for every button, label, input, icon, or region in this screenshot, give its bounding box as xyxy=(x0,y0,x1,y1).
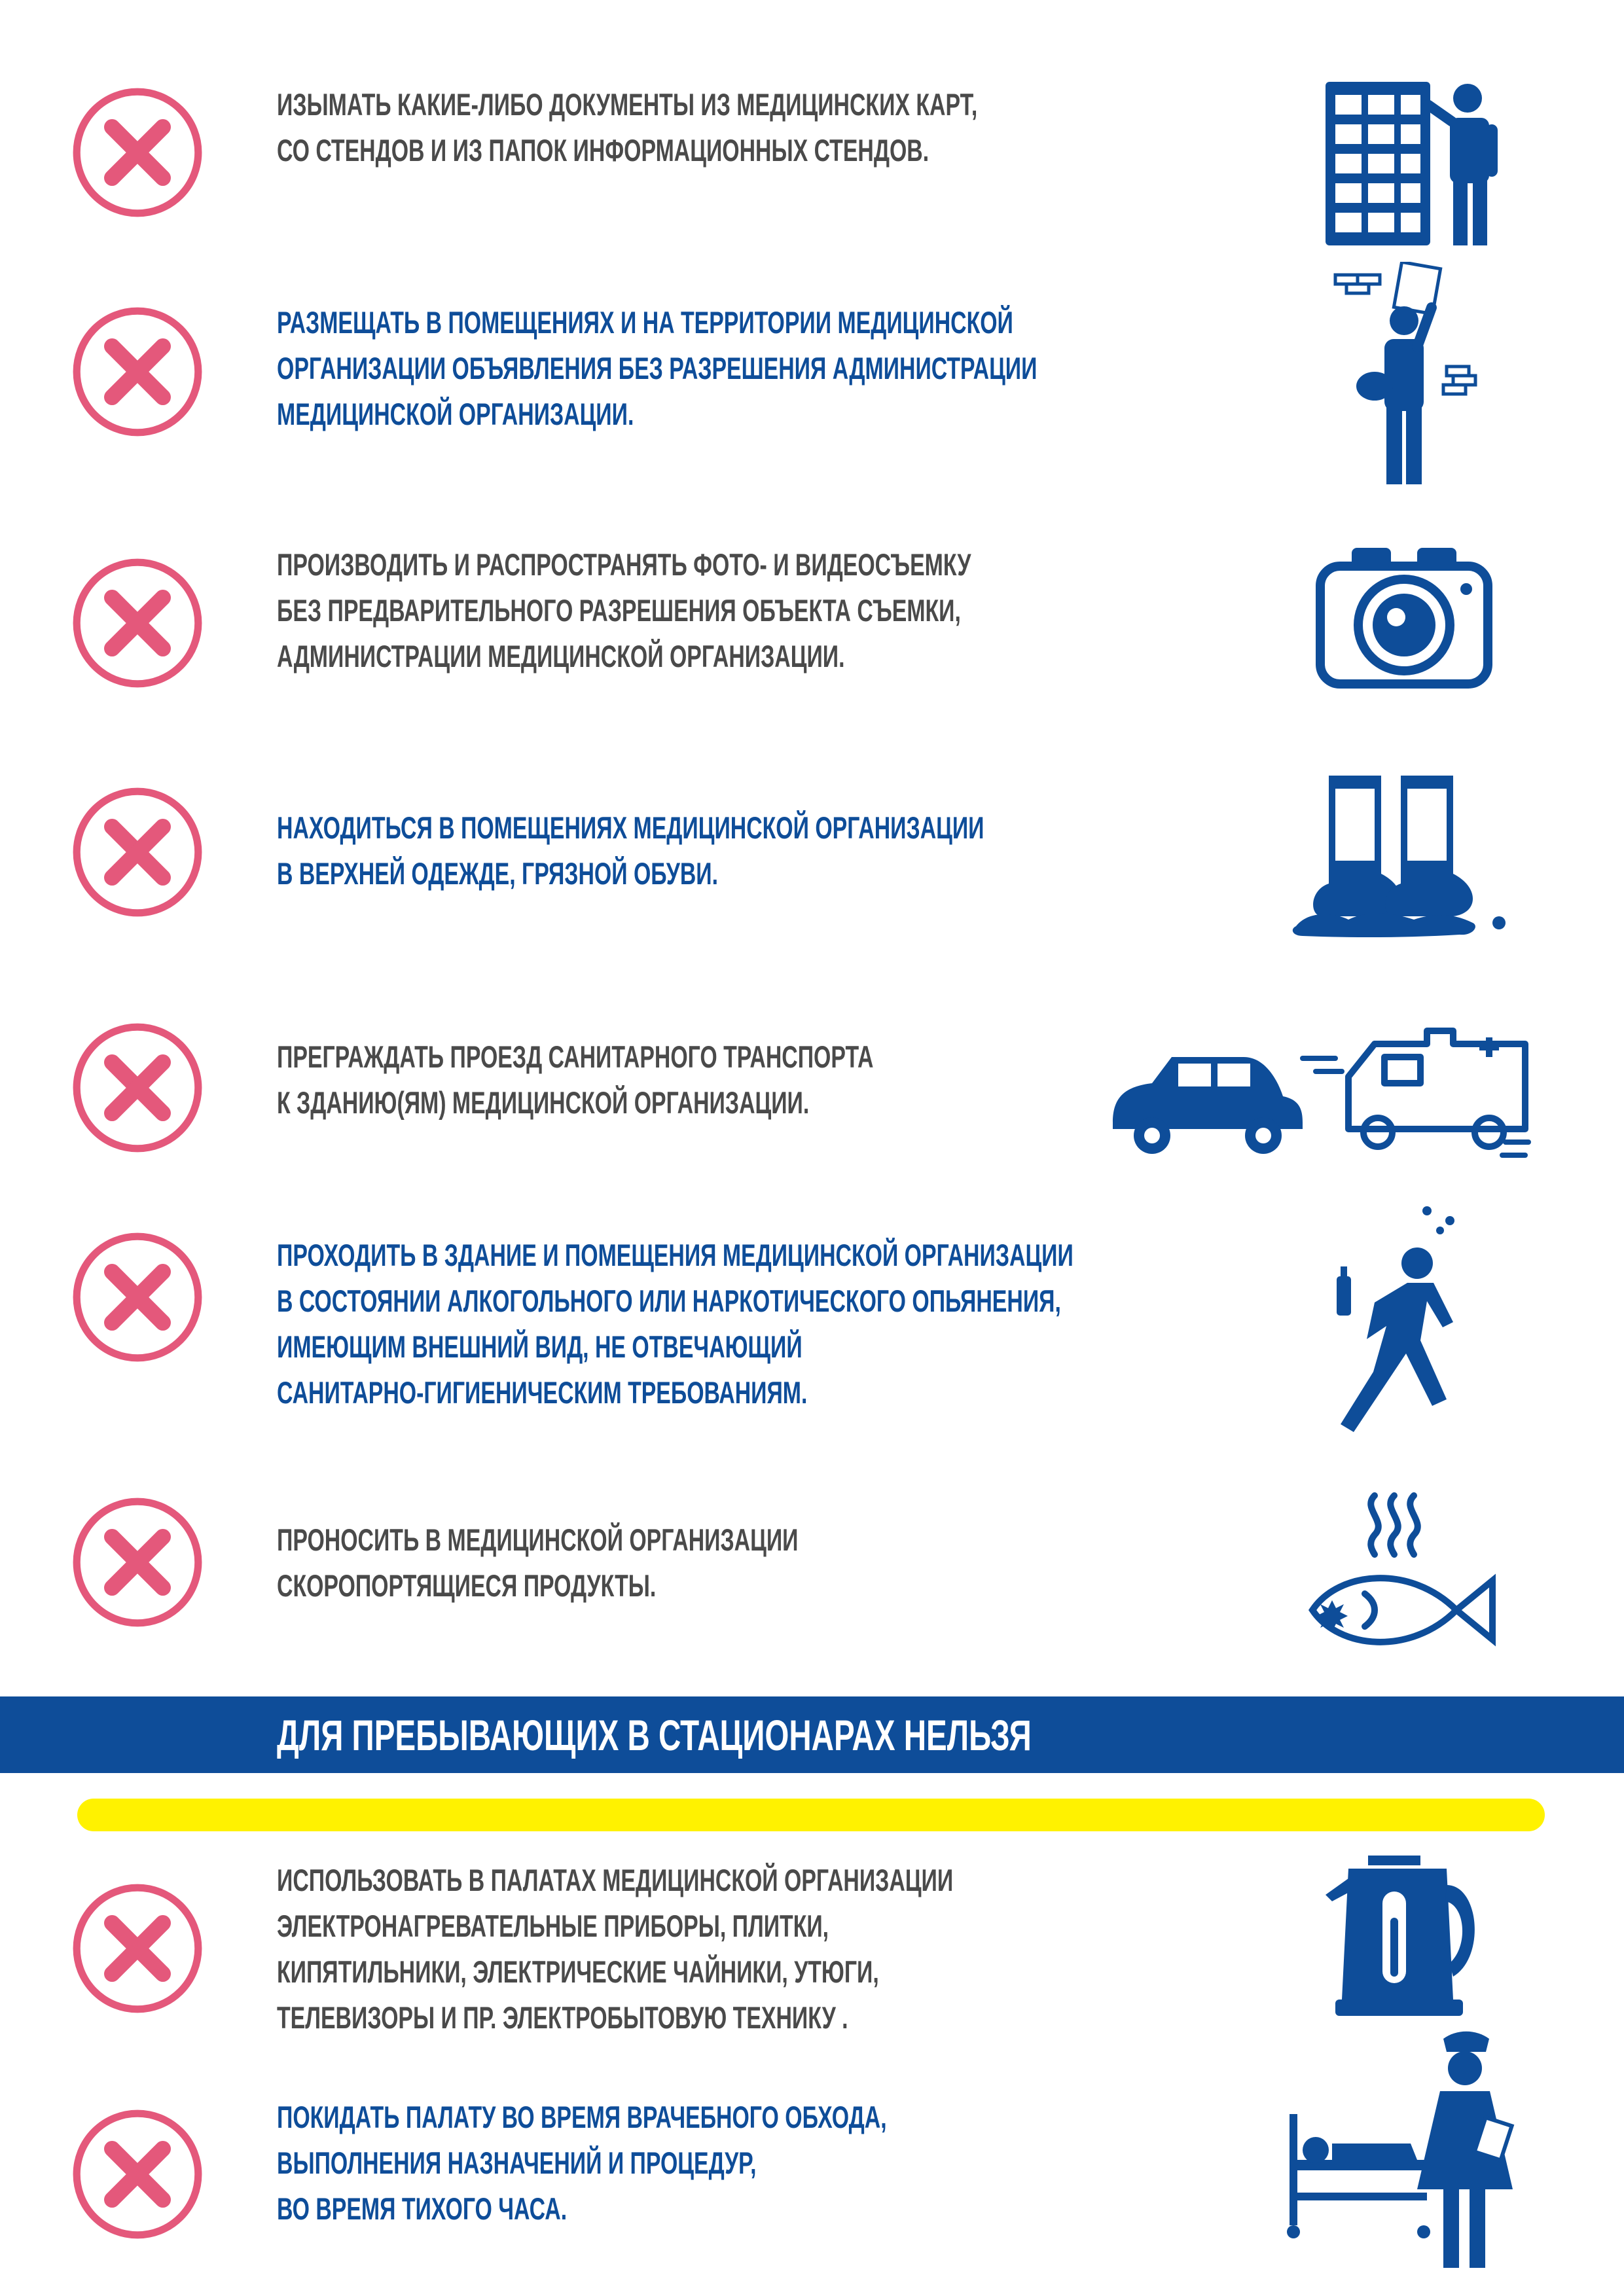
rule-text xyxy=(277,1517,798,1609)
rule-line: СО СТЕНДОВ И ИЗ ПАПОК ИНФОРМАЦИОННЫХ СТЕНДОВ. xyxy=(277,133,929,168)
prohibited-mark-icon xyxy=(71,1496,204,1629)
prohibited-mark-icon xyxy=(71,1230,204,1364)
prohibited-mark-icon xyxy=(71,2108,204,2241)
prohibited-mark-icon xyxy=(71,86,204,219)
inpatient-section-banner xyxy=(0,1696,1624,1773)
rule-text xyxy=(277,300,1037,437)
rule-text xyxy=(277,1034,873,1126)
prohibited-mark-icon xyxy=(71,556,204,690)
electric-kettle-icon xyxy=(1322,1852,1483,2019)
rule-line: ВЫПОЛНЕНИЯ НАЗНАЧЕНИЙ И ПРОЦЕДУР, xyxy=(277,2145,757,2180)
dirty-boots-icon xyxy=(1290,769,1519,939)
car-and-ambulance-icon xyxy=(1106,1011,1532,1162)
rule-line: НАХОДИТЬСЯ В ПОМЕЩЕНИЯХ МЕДИЦИНСКОЙ ОРГАНИЗАЦИИ xyxy=(277,810,984,845)
rule-line: МЕДИЦИНСКОЙ ОРГАНИЗАЦИИ. xyxy=(277,397,634,431)
prohibited-mark-icon xyxy=(71,785,204,919)
banner-title: ДЛЯ ПРЕБЫВАЮЩИХ В СТАЦИОНАРАХ НЕЛЬЗЯ xyxy=(277,1711,1032,1759)
rule-line: РАЗМЕЩАТЬ В ПОМЕЩЕНИЯХ И НА ТЕРРИТОРИИ МЕДИЦИНСКОЙ xyxy=(277,305,1013,340)
rule-line: ИСПОЛЬЗОВАТЬ В ПАЛАТАХ МЕДИЦИНСКОЙ ОРГАНИЗАЦИИ xyxy=(277,1863,954,1897)
camera-icon xyxy=(1312,540,1496,691)
person-at-file-cabinet-icon xyxy=(1316,72,1512,249)
prohibited-mark-icon xyxy=(71,1882,204,2015)
rule-line: ПОКИДАТЬ ПАЛАТУ ВО ВРЕМЯ ВРАЧЕБНОГО ОБХОДА, xyxy=(277,2100,887,2134)
spoiled-fish-icon xyxy=(1306,1489,1502,1653)
rule-line: В СОСТОЯНИИ АЛКОГОЛЬНОГО ИЛИ НАРКОТИЧЕСКОГО ОПЬЯНЕНИЯ, xyxy=(277,1283,1061,1318)
rule-line: ТЕЛЕВИЗОРЫ И ПР. ЭЛЕКТРОБЫТОВУЮ ТЕХНИКУ . xyxy=(277,2000,848,2035)
prohibited-mark-icon xyxy=(71,305,204,439)
rule-text xyxy=(277,82,977,173)
rule-line: ВО ВРЕМЯ ТИХОГО ЧАСА. xyxy=(277,2191,568,2226)
rule-line: САНИТАРНО-ГИГИЕНИЧЕСКИМ ТРЕБОВАНИЯМ. xyxy=(277,1375,808,1410)
drunk-person-icon xyxy=(1329,1204,1486,1440)
person-posting-notice-icon xyxy=(1329,262,1486,488)
rule-line: ОРГАНИЗАЦИИ ОБЪЯВЛЕНИЯ БЕЗ РАЗРЕШЕНИЯ АДМИНИСТРАЦИИ xyxy=(277,351,1038,386)
rule-text xyxy=(277,1857,953,2041)
rule-line: ПРОХОДИТЬ В ЗДАНИЕ И ПОМЕЩЕНИЯ МЕДИЦИНСКОЙ ОРГАНИЗАЦИИ xyxy=(277,1238,1074,1272)
yellow-divider-bar xyxy=(77,1799,1545,1831)
rule-line: СКОРОПОРТЯЩИЕСЯ ПРОДУКТЫ. xyxy=(277,1568,657,1603)
rule-line: ИМЕЮЩИМ ВНЕШНИЙ ВИД, НЕ ОТВЕЧАЮЩИЙ xyxy=(277,1329,803,1364)
rule-line: К ЗДАНИЮ(ЯМ) МЕДИЦИНСКОЙ ОРГАНИЗАЦИИ. xyxy=(277,1085,810,1120)
rule-line: ИЗЫМАТЬ КАКИЕ-ЛИБО ДОКУМЕНТЫ ИЗ МЕДИЦИНСКИХ КАРТ, xyxy=(277,87,978,122)
rule-line: В ВЕРХНЕЙ ОДЕЖДЕ, ГРЯЗНОЙ ОБУВИ. xyxy=(277,856,718,891)
rule-line: БЕЗ ПРЕДВАРИТЕЛЬНОГО РАЗРЕШЕНИЯ ОБЪЕКТА СЪЕМКИ, xyxy=(277,593,961,628)
rule-line: ПРОИЗВОДИТЬ И РАСПРОСТРАНЯТЬ ФОТО- И ВИДЕОСЪЕМКУ xyxy=(277,547,971,582)
prohibited-mark-icon xyxy=(71,1021,204,1155)
rule-text xyxy=(277,1232,1074,1416)
rule-text xyxy=(277,2094,887,2232)
nurse-and-patient-bed-icon xyxy=(1283,2029,1532,2278)
rule-line: КИПЯТИЛЬНИКИ, ЭЛЕКТРИЧЕСКИЕ ЧАЙНИКИ, УТЮГИ, xyxy=(277,1954,879,1989)
rule-text xyxy=(277,805,984,897)
rule-line: ЭЛЕКТРОНАГРЕВАТЕЛЬНЫЕ ПРИБОРЫ, ПЛИТКИ, xyxy=(277,1909,829,1943)
rule-line: АДМИНИСТРАЦИИ МЕДИЦИНСКОЙ ОРГАНИЗАЦИИ. xyxy=(277,639,845,673)
rule-line: ПРОНОСИТЬ В МЕДИЦИНСКОЙ ОРГАНИЗАЦИИ xyxy=(277,1522,799,1557)
rule-line: ПРЕГРАЖДАТЬ ПРОЕЗД САНИТАРНОГО ТРАНСПОРТА xyxy=(277,1039,874,1074)
rule-text xyxy=(277,542,971,679)
